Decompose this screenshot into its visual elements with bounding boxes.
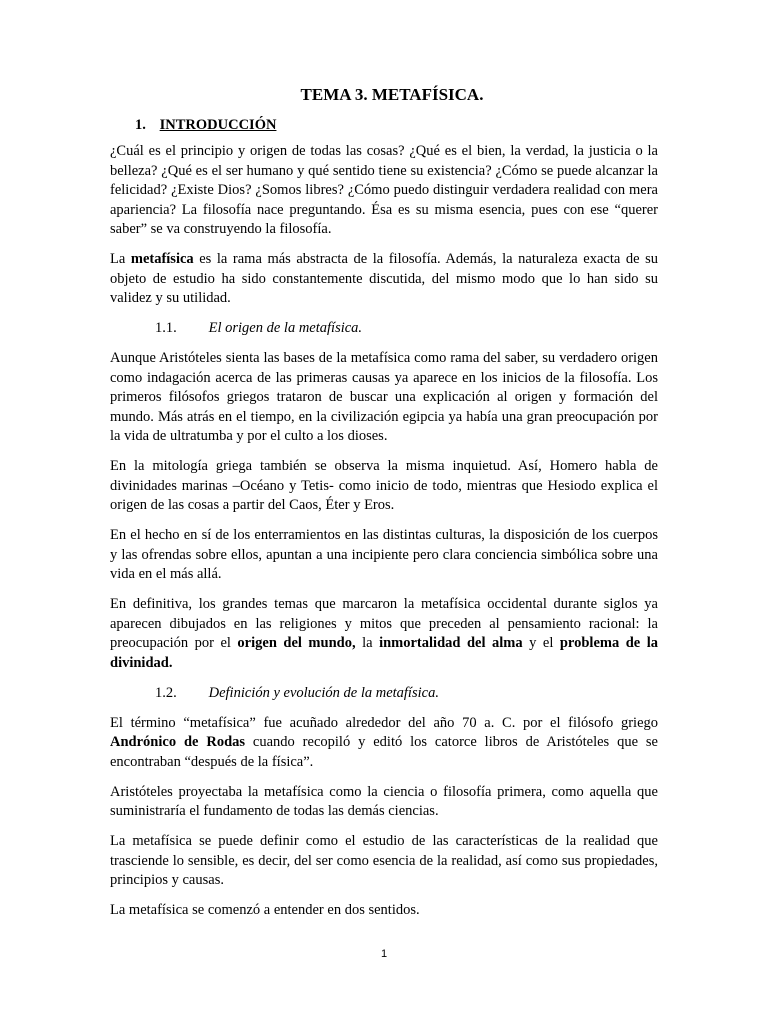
subsection-number: 1.1. [155, 320, 177, 336]
page-content [110, 84, 658, 931]
bold-term: Andrónico de Rodas [110, 734, 246, 750]
page-number: 1 [380, 948, 388, 960]
subsection-heading [110, 319, 658, 339]
subsection-title: El origen de la metafísica. [208, 320, 363, 336]
paragraph-definicion: La metafísica se puede definir como el estudio de las características de la realidad que trasciende lo sensible, es decir, del ser como esencia de la realidad, así como sus propiedades, principios y causas. [110, 833, 658, 888]
bold-term: inmortalidad del alma [379, 635, 523, 651]
paragraph-sentidos: La metafísica se comenzó a entender en dos sentidos. [110, 902, 420, 918]
text-run: En definitiva, los grandes temas que marcaron la metafísica occidental durante siglos ya aparecen dibujados en las religiones y mitos que preceden al pensamiento racional: la preocupación por el [110, 596, 658, 651]
subsection-heading [110, 684, 658, 704]
paragraph-intro: ¿Cuál es el principio y origen de todas las cosas? ¿Qué es el bien, la verdad, la justicia o la belleza? ¿Qué es el ser humano y qué sentido tiene su existencia? ¿Cómo se puede alcanzar la felicidad? ¿Existe Dios? ¿Somos libres? ¿Cómo puedo distinguir verdadera realidad con mera apariencia? La filosofía nace preguntando. Ésa es su misma esencia, pues con ese “querer saber” se va construyendo la filosofía. [110, 143, 658, 237]
paragraph-enterramientos: En el hecho en sí de los enterramientos en las distintas culturas, la disposición de los cuerpos y las ofrendas sobre ellos, apuntan a una incipiente pero clara conciencia simbólica sobre una vida en el más allá. [110, 527, 658, 582]
paragraph-origen: Aunque Aristóteles sienta las bases de la metafísica como rama del saber, su verdadero origen como indagación acerca de las primeras causas ya aparece en los inicios de la filosofía. Los primeros filósofos griegos trataron de buscar una explicación al origen y formación del mundo. Más atrás en el tiempo, en la civilización egipcia ya había una gran preocupación por la vida de ultratumba y por el culto a los dioses. [110, 350, 658, 444]
text-run: es la rama más abstracta de la filosofía. Además, la naturaleza exacta de su objeto de estudio ha sido constantemente discutida, del mismo modo que lo han sido su validez y su utilidad. [110, 251, 658, 306]
section-number: 1. [135, 117, 146, 133]
paragraph-metafisica-definition [110, 250, 658, 309]
text-run: cuando recopiló y editó los catorce libros de Aristóteles que se encontraban “después de la física”. [110, 734, 658, 770]
paragraph-aristoteles: Aristóteles proyectaba la metafísica como la ciencia o filosofía primera, como aquella que suministraría el fundamento de todas las demás ciencias. [110, 783, 658, 819]
bold-term: origen del mundo, [237, 635, 356, 651]
text-run: El término “metafísica” fue acuñado alrededor del año 70 a. C. por el filósofo griego [110, 714, 658, 731]
section-title: INTRODUCCIÓN [159, 117, 277, 133]
text-run: la [355, 635, 380, 651]
section-heading [110, 115, 658, 135]
text-run: La [110, 251, 131, 267]
paragraph-termino [110, 714, 658, 773]
document-title: TEMA 3. METAFÍSICA. [300, 85, 484, 104]
bold-term: metafísica [130, 251, 194, 267]
paragraph-definitiva [110, 595, 658, 673]
paragraph-mitologia: En la mitología griega también se observa la misma inquietud. Así, Homero habla de divinidades marinas –Océano y Tetis- como inicio de todo, mientras que Hesiodo explica el origen de las cosas a partir del Caos, Éter y Eros. [110, 458, 658, 513]
subsection-number: 1.2. [155, 684, 177, 701]
subsection-title: Definición y evolución de la metafísica. [208, 684, 439, 701]
bold-term: problema de la divinidad. [110, 635, 659, 671]
text-run: y el [522, 635, 560, 651]
